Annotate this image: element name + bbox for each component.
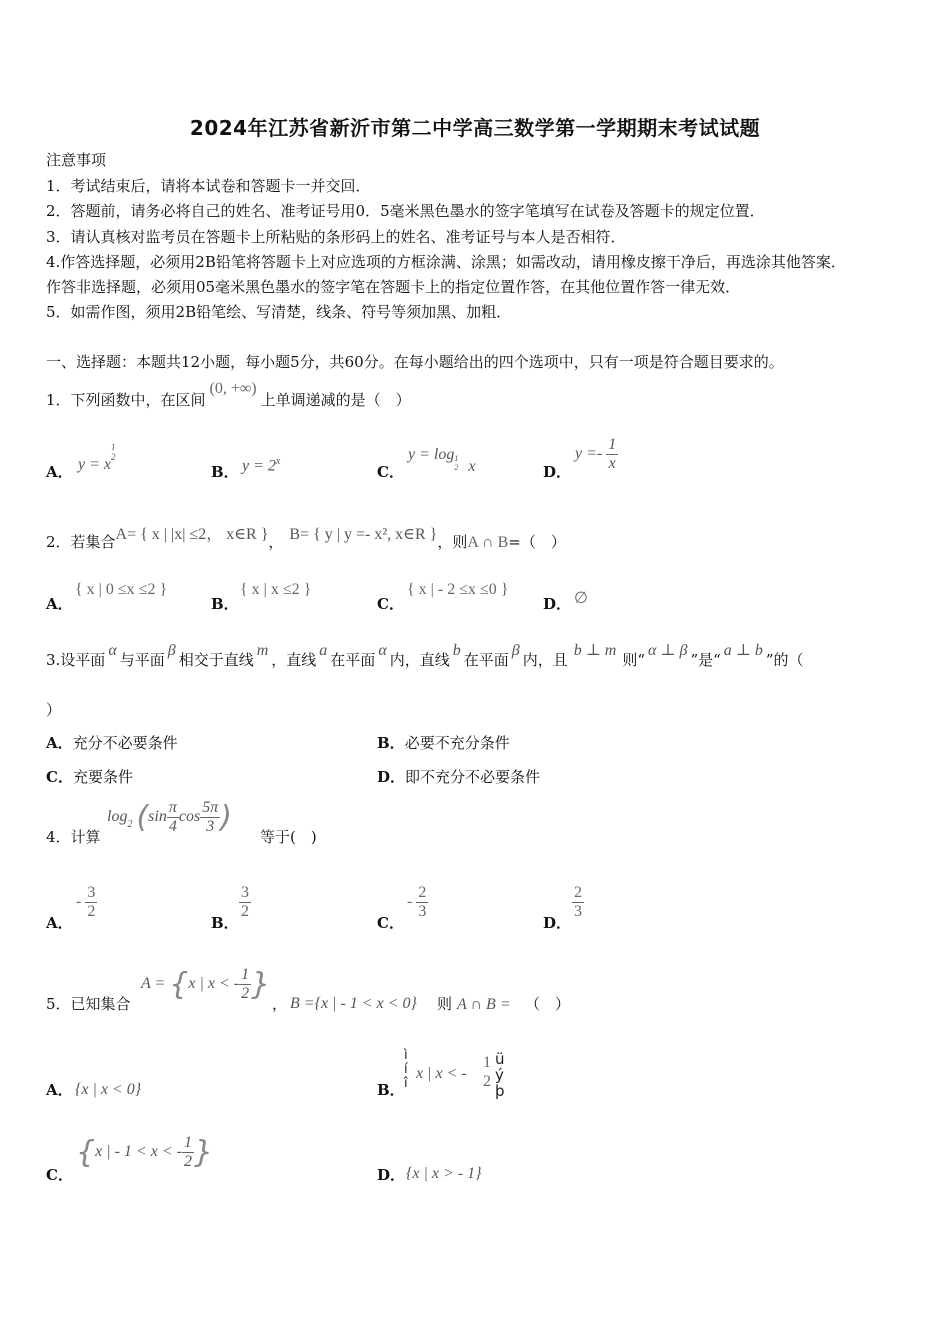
q5-stem-b: 则 — [437, 995, 453, 1013]
q5-b-right-glyphs — [495, 1051, 505, 1099]
q5-label-b: B． — [377, 1081, 405, 1099]
q1-d-den: x — [608, 455, 616, 472]
q4-option-d — [572, 884, 584, 921]
q3-stem — [46, 642, 804, 671]
q5-label-a: A． — [46, 1081, 73, 1099]
q4-option-a — [76, 884, 97, 921]
q5-option-a: {x | x < 0} — [75, 1081, 142, 1098]
q4-stem-a: 4．计算 — [46, 828, 101, 846]
q5-c-set: x | - 1 < x < - — [95, 1143, 182, 1161]
q2-stem — [46, 526, 566, 553]
q3-beta: β — [167, 642, 176, 659]
q4-a-den: 2 — [87, 903, 96, 920]
page-title: 2024年江苏省新沂市第二中学高三数学第一学期期末考试试题 — [189, 116, 761, 140]
notice-item-4: 4.作答选择题，必须用2B铅笔将答题卡上对应选项的方框涂满、涂黑；如需改动，请用橡皮擦干净后，再选涂其他答案． — [46, 253, 846, 271]
q3-a: a — [319, 642, 328, 659]
q2-set-a: A= { x | |x| ≤2， x∈R } — [115, 526, 269, 543]
q1-a-exponent — [111, 442, 116, 462]
notice-item-5: 作答非选择题，必须用05毫米黑色墨水的签字笔在答题卡上的指定位置作答，在其他位置作答一律无效． — [46, 278, 741, 296]
q3-p6: 内，直线 — [389, 651, 450, 669]
q3-option-b-text: 必要不充分条件 — [404, 734, 510, 752]
q2-stem-b: ，则 — [437, 533, 468, 551]
q4-c-sign: - — [407, 893, 413, 911]
q4-b-den: 2 — [241, 903, 249, 920]
q2-sep: ， — [268, 533, 284, 551]
q4-a-fraction — [85, 884, 97, 921]
notice-heading: 注意事项 — [46, 151, 107, 169]
q1-interval: (0, +∞) — [209, 380, 257, 397]
notice-item-6: 5．如需作图，须用2B铅笔绘、写清楚，线条、符号等须加黑、加粗． — [46, 303, 512, 321]
q3-p5: 在平面 — [330, 651, 376, 669]
q4-left-paren: ( — [136, 800, 149, 835]
q1-option-c — [408, 446, 476, 475]
q3-option-a-text: 充分不必要条件 — [72, 734, 178, 752]
notice-item-2: 2．答题前，请务必将自己的姓名、准考证号用0．5毫米黑色墨水的签字笔填写在试卷及答题卡的规定位置． — [46, 202, 765, 220]
q5-b-set: x | x < - — [416, 1065, 467, 1082]
q5-option-c — [76, 1134, 213, 1171]
q1-c-base — [454, 454, 458, 472]
q5-b-glyph-5: ý — [495, 1066, 504, 1084]
q4-pi-den: 4 — [168, 818, 177, 835]
q5-stem-c: （ ） — [525, 995, 571, 1013]
q1-a-exp-num: 1 — [111, 442, 116, 452]
q5-a-lhs: A = — [141, 975, 166, 993]
q1-label-b: B． — [211, 463, 239, 481]
q5-a-fraction — [239, 966, 251, 1003]
q5-b-den: 2 — [483, 1073, 491, 1090]
q3-close: ） — [46, 701, 62, 719]
q3-p2: 与平面 — [119, 651, 165, 669]
q4-stem-b: 等于( ) — [260, 828, 317, 846]
q1-option-a — [78, 442, 116, 476]
q1-stem — [46, 380, 411, 411]
q5-a-left-brace: { — [169, 967, 189, 1002]
q3-p11: ”的（ — [765, 651, 804, 669]
q1-c-sub-den: 2 — [454, 463, 459, 472]
q3-label-d: D． — [377, 768, 406, 786]
q5-c-den: 2 — [183, 1153, 192, 1170]
q1-stem-b: 上单调递减的是（ ） — [260, 391, 411, 409]
q5-set-a — [141, 966, 270, 1003]
q1-label-d: D． — [543, 463, 572, 481]
q4-c-opt-num: 2 — [418, 884, 427, 901]
q4-b-num: 3 — [241, 884, 249, 901]
q3-p9: 则“ — [622, 651, 646, 669]
q4-expression — [107, 799, 232, 836]
q4-cos: cos — [178, 808, 201, 826]
q1-b-base: y = 2 — [242, 457, 276, 475]
q1-stem-a: 1．下列函数中，在区间 — [46, 391, 206, 409]
q4-label-a: A． — [46, 914, 73, 932]
q1-d-num: 1 — [608, 436, 617, 453]
q3-option-b — [377, 733, 510, 753]
q3-option-c-text: 充要条件 — [72, 768, 133, 786]
q5-b-glyph-2: í — [404, 1062, 408, 1077]
q5-b-left-glyphs — [404, 1049, 408, 1091]
q2-expr: A ∩ B — [467, 534, 509, 551]
q3-alpha-2: α — [378, 642, 387, 659]
q3-p7: 在平面 — [463, 651, 509, 669]
q4-label-c: C． — [377, 914, 404, 932]
notice-item-1: 1．考试结束后，请将本试卷和答题卡一并交回． — [46, 177, 371, 195]
q4-d-den: 3 — [574, 903, 582, 920]
q2-label-a: A． — [46, 595, 73, 613]
q4-a-sign: - — [76, 893, 82, 911]
q5-b-fraction — [483, 1053, 491, 1091]
q5-a-set: x | x < - — [188, 975, 240, 993]
q4-b-fraction — [239, 884, 251, 921]
q4-c-num: 5π — [202, 799, 219, 816]
q5-label-d: D． — [377, 1166, 406, 1184]
q5-a-num: 1 — [241, 966, 250, 983]
q5-stem-a: 5．已知集合 — [46, 995, 131, 1013]
q1-option-d — [575, 436, 618, 473]
q2-stem-c: =（ ） — [508, 533, 566, 551]
q3-p10: ”是“ — [690, 651, 721, 669]
q3-option-a — [46, 733, 178, 753]
q5-label-c: C． — [46, 1166, 73, 1184]
q3-p1: 3.设平面 — [46, 651, 106, 669]
q1-label-a: A． — [46, 463, 73, 481]
q4-sin: sin — [148, 808, 167, 826]
q2-option-c: { x | - 2 ≤x ≤0 } — [407, 581, 509, 598]
q1-c-lhs: y = log — [408, 446, 455, 463]
q5-b-glyph-6: þ — [495, 1082, 505, 1100]
q3-planes-perp: α ⊥ β — [648, 642, 688, 659]
q4-pi-num: π — [168, 799, 177, 816]
q5-c-left-brace: { — [76, 1135, 96, 1170]
q4-log-sub: 2 — [127, 819, 133, 831]
q5-set-b: B ={x | - 1 < x < 0} — [290, 995, 417, 1012]
q1-d-lhs: y =- — [575, 445, 603, 463]
q3-p4: ，直线 — [271, 651, 317, 669]
q5-option-d: {x | x > - 1} — [406, 1165, 482, 1182]
q2-stem-a: 2．若集合 — [46, 533, 116, 551]
q2-label-d: D． — [543, 595, 572, 613]
q2-option-b: { x | x ≤2 } — [240, 581, 312, 598]
q5-a-right-brace: } — [251, 967, 271, 1002]
q5-b-glyph-4: ü — [495, 1050, 505, 1068]
q2-option-a: { x | 0 ≤x ≤2 } — [75, 581, 168, 598]
q3-alpha: α — [108, 642, 117, 659]
q4-d-fraction — [572, 884, 584, 921]
q1-option-b — [242, 456, 280, 475]
q3-m: m — [256, 642, 269, 659]
q3-label-a: A． — [46, 734, 73, 752]
q4-log: log — [107, 808, 128, 826]
q4-a-num: 3 — [87, 884, 96, 901]
q3-option-d-text: 即不充分不必要条件 — [405, 768, 541, 786]
q4-c-opt-den: 3 — [418, 903, 427, 920]
q3-option-c — [46, 767, 133, 787]
q2-option-d: ∅ — [574, 590, 588, 607]
q4-label-b: B． — [211, 914, 239, 932]
q1-c-sub-num: 1 — [454, 454, 459, 463]
q3-label-b: B． — [377, 734, 405, 752]
q5-c-num: 1 — [183, 1134, 192, 1151]
q5-expr: A ∩ B = — [457, 996, 511, 1013]
q3-bm: b ⊥ m — [573, 642, 617, 659]
notice-item-3: 3．请认真核对监考员在答题卡上所粘贴的条形码上的姓名、准考证号与本人是否相符． — [46, 228, 626, 246]
q1-label-c: C． — [377, 463, 404, 481]
q4-label-d: D． — [543, 914, 572, 932]
q3-b: b — [452, 642, 461, 659]
q5-option-b — [416, 1065, 467, 1083]
q1-d-fraction — [606, 436, 618, 473]
q4-c-den: 3 — [206, 818, 215, 835]
q4-c-fraction — [416, 884, 428, 921]
section-heading: 一、选择题：本题共12小题，每小题5分，共60分。在每小题给出的四个选项中，只有一项是符合题目要求的。 — [46, 353, 784, 371]
q3-beta-2: β — [511, 642, 520, 659]
q1-a-exp-den: 2 — [111, 452, 116, 462]
q4-cos-fraction — [200, 799, 220, 836]
q1-b-exp: x — [275, 456, 281, 467]
q4-option-b — [239, 884, 251, 921]
q5-c-fraction — [182, 1134, 194, 1171]
q4-d-num: 2 — [574, 884, 582, 901]
q2-set-b: B= { y | y =- x², x∈R } — [289, 526, 438, 543]
q5-c-right-brace: } — [193, 1135, 214, 1170]
q3-lines-perp: a ⊥ b — [723, 642, 763, 659]
q5-a-den: 2 — [241, 985, 250, 1002]
q1-a-base: y = x — [78, 456, 111, 473]
q3-label-c: C． — [46, 768, 73, 786]
q2-label-b: B． — [211, 595, 239, 613]
q5-comma: ， — [272, 995, 288, 1013]
q4-option-c — [407, 884, 428, 921]
q3-option-d — [377, 767, 540, 787]
q5-b-glyph-1: ì — [404, 1048, 408, 1063]
q4-sin-fraction — [167, 799, 179, 836]
q5-b-glyph-3: î — [404, 1076, 408, 1091]
q3-p8: 内，且 — [522, 651, 568, 669]
q4-right-paren: ) — [220, 800, 232, 835]
q5-b-num: 1 — [483, 1054, 491, 1071]
q2-label-c: C． — [377, 595, 404, 613]
q1-c-var: x — [468, 458, 476, 475]
q3-p3: 相交于直线 — [178, 651, 254, 669]
